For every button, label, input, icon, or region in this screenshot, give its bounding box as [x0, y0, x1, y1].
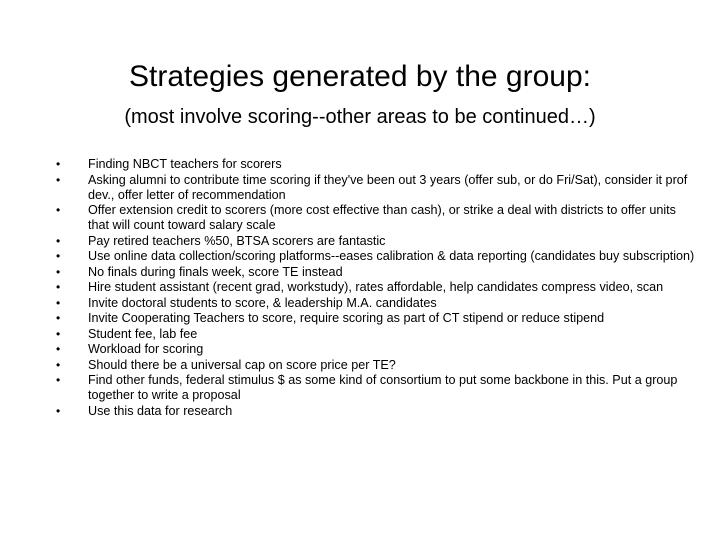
- list-item: [56, 173, 696, 203]
- list-item-text: Hire student assistant (recent grad, workstudy), rates affordable, help candidates compress video, scan: [88, 280, 664, 294]
- bullet-icon: •: [56, 326, 61, 341]
- list-item: [56, 234, 696, 249]
- list-item-text: Asking alumni to contribute time scoring if they've been out 3 years (offer sub, or do Fri/Sat), consider it prof dev., offer letter of recommendation: [88, 172, 688, 202]
- bullet-icon: •: [56, 203, 61, 217]
- list-item-text: Offer extension credit to scorers (more cost effective than cash), or strike a deal with districts to offer units that will count toward salary scale: [88, 203, 676, 232]
- list-item-text: Find other funds, federal stimulus $ as some kind of consortium to put some backbone in this. Put a group together to write a proposal: [88, 373, 678, 402]
- bullet-icon: •: [56, 249, 61, 263]
- list-item-text: Pay retired teachers %50, BTSA scorers are fantastic: [88, 233, 386, 248]
- list-item-text: Invite Cooperating Teachers to score, require scoring as part of CT stipend or reduce stipend: [88, 311, 605, 325]
- bullet-icon: •: [56, 403, 61, 418]
- bullet-icon: •: [56, 295, 61, 310]
- list-item-text: Use online data collection/scoring platforms--eases calibration & data reporting (candidates buy subscription): [88, 249, 695, 263]
- list-item: [56, 404, 696, 419]
- bullet-icon: •: [56, 311, 61, 325]
- list-item: [56, 311, 696, 326]
- bullet-icon: •: [56, 233, 61, 248]
- list-item: [56, 373, 696, 403]
- list-item: [56, 296, 696, 311]
- bullet-icon: •: [56, 357, 61, 372]
- list-item-text: Workload for scoring: [88, 342, 204, 356]
- bullet-list: [56, 157, 696, 419]
- bullet-icon: •: [56, 342, 61, 356]
- list-item: [56, 265, 696, 280]
- list-item: [56, 342, 696, 357]
- list-item-text: Student fee, lab fee: [88, 326, 198, 341]
- list-item: [56, 280, 696, 295]
- bullet-icon: •: [56, 264, 61, 279]
- list-item: [56, 157, 696, 172]
- list-item: [56, 327, 696, 342]
- slide-subtitle: (most involve scoring--other areas to be continued…): [124, 106, 596, 128]
- bullet-icon: •: [56, 157, 61, 171]
- list-item-text: Should there be a universal cap on score price per TE?: [88, 357, 396, 372]
- list-item-text: Invite doctoral students to score, & leadership M.A. candidates: [88, 295, 437, 310]
- bullet-icon: •: [56, 373, 61, 387]
- list-item: [56, 249, 696, 264]
- bullet-icon: •: [56, 172, 61, 187]
- list-item: [56, 203, 696, 233]
- list-item: [56, 358, 696, 373]
- list-item-text: Finding NBCT teachers for scorers: [88, 157, 282, 171]
- list-item-text: Use this data for research: [88, 403, 233, 418]
- bullet-icon: •: [56, 280, 61, 294]
- list-item-text: No finals during finals week, score TE instead: [88, 264, 343, 279]
- slide-title: Strategies generated by the group:: [129, 60, 591, 93]
